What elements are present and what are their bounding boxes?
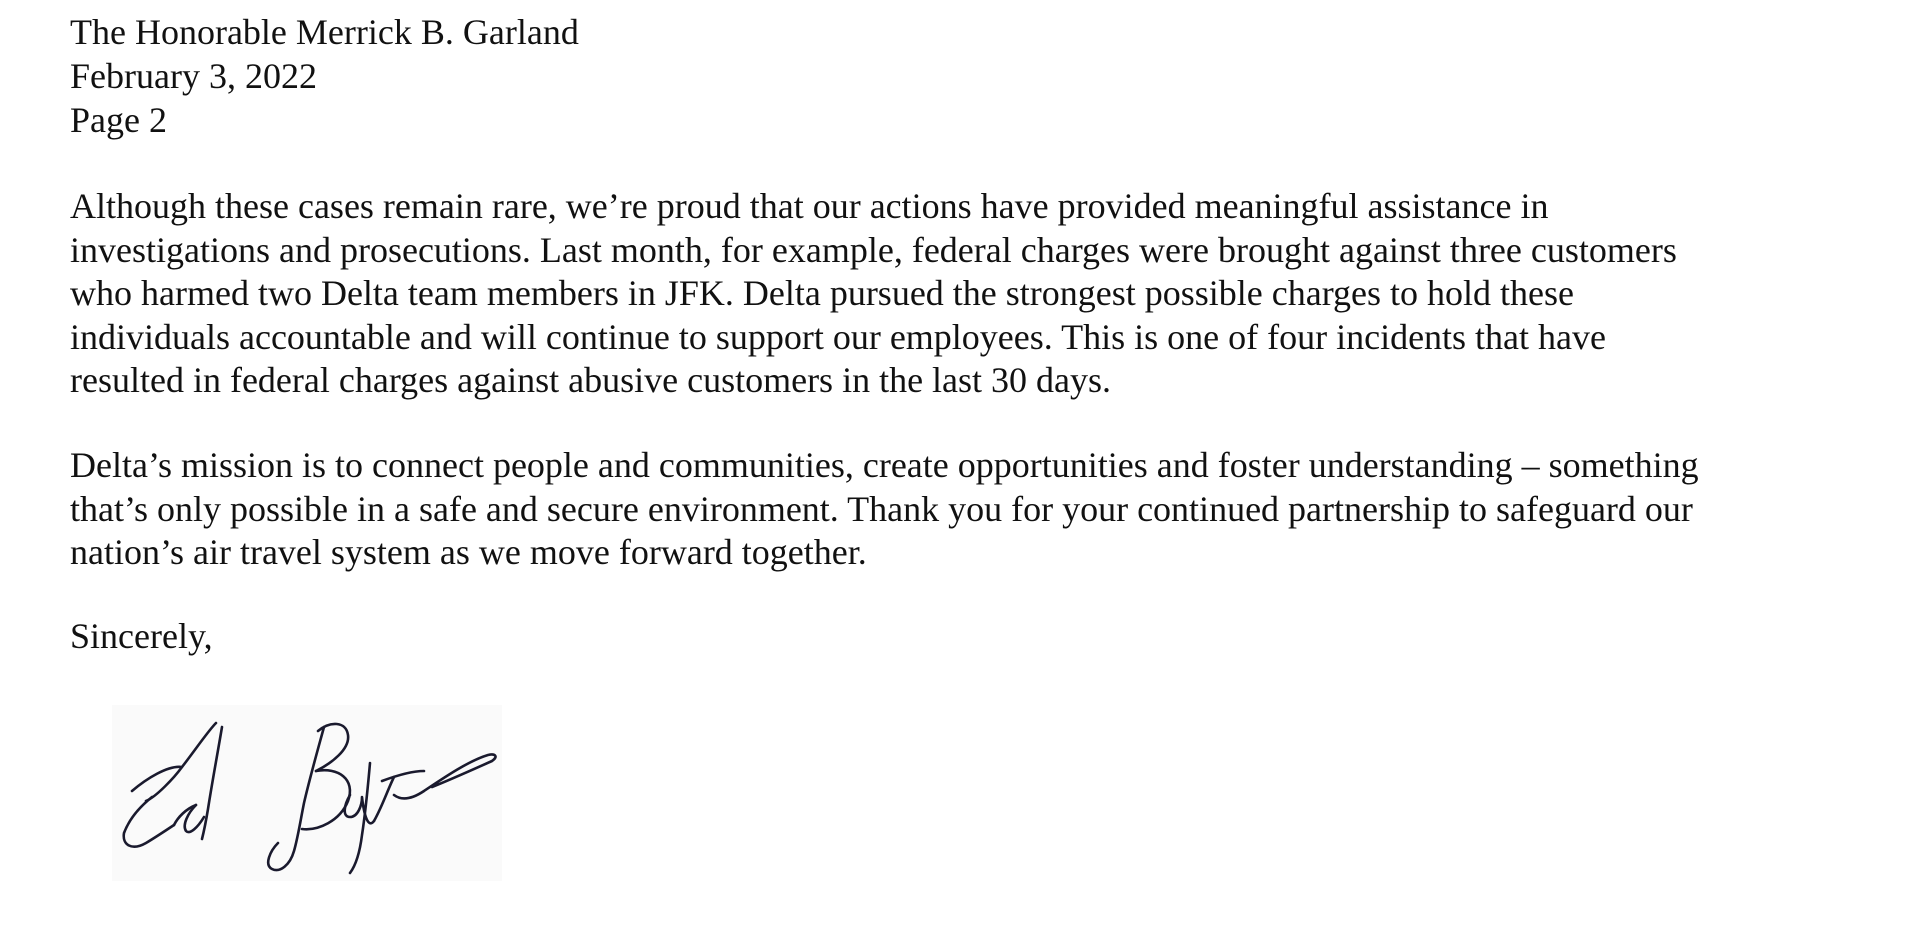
date-line: February 3, 2022 [70, 56, 317, 96]
body-paragraph-2 [70, 444, 1870, 575]
letter-page [70, 0, 1870, 926]
paragraph-line: Delta’s mission is to connect people and communities, create opportunities and foster understanding – something [70, 445, 1699, 485]
paragraph-line: Although these cases remain rare, we’re proud that our actions have provided meaningful assistance in [70, 186, 1549, 226]
paragraph-line: investigations and prosecutions. Last month, for example, federal charges were brought against three customers [70, 229, 1677, 270]
page-number-line: Page 2 [70, 100, 167, 140]
closing-salutation: Sincerely, [70, 616, 213, 656]
paragraph-line: resulted in federal charges against abusive customers in the last 30 days. [70, 360, 1112, 401]
paragraph-line: nation’s air travel system as we move forward together. [70, 532, 867, 573]
paragraph-line: individuals accountable and will continue to support our employees. This is one of four incidents that have [70, 316, 1606, 357]
body-paragraph-1 [70, 185, 1870, 403]
paragraph-line: who harmed two Delta team members in JFK. Delta pursued the strongest possible charges to hold these [70, 273, 1575, 314]
recipient-line: The Honorable Merrick B. Garland [70, 12, 579, 52]
letter-header [70, 10, 579, 142]
handwritten-signature [112, 705, 502, 881]
signature-image [112, 705, 502, 881]
paragraph-line: that’s only possible in a safe and secure environment. Thank you for your continued partnership to safeguard our [70, 488, 1693, 529]
